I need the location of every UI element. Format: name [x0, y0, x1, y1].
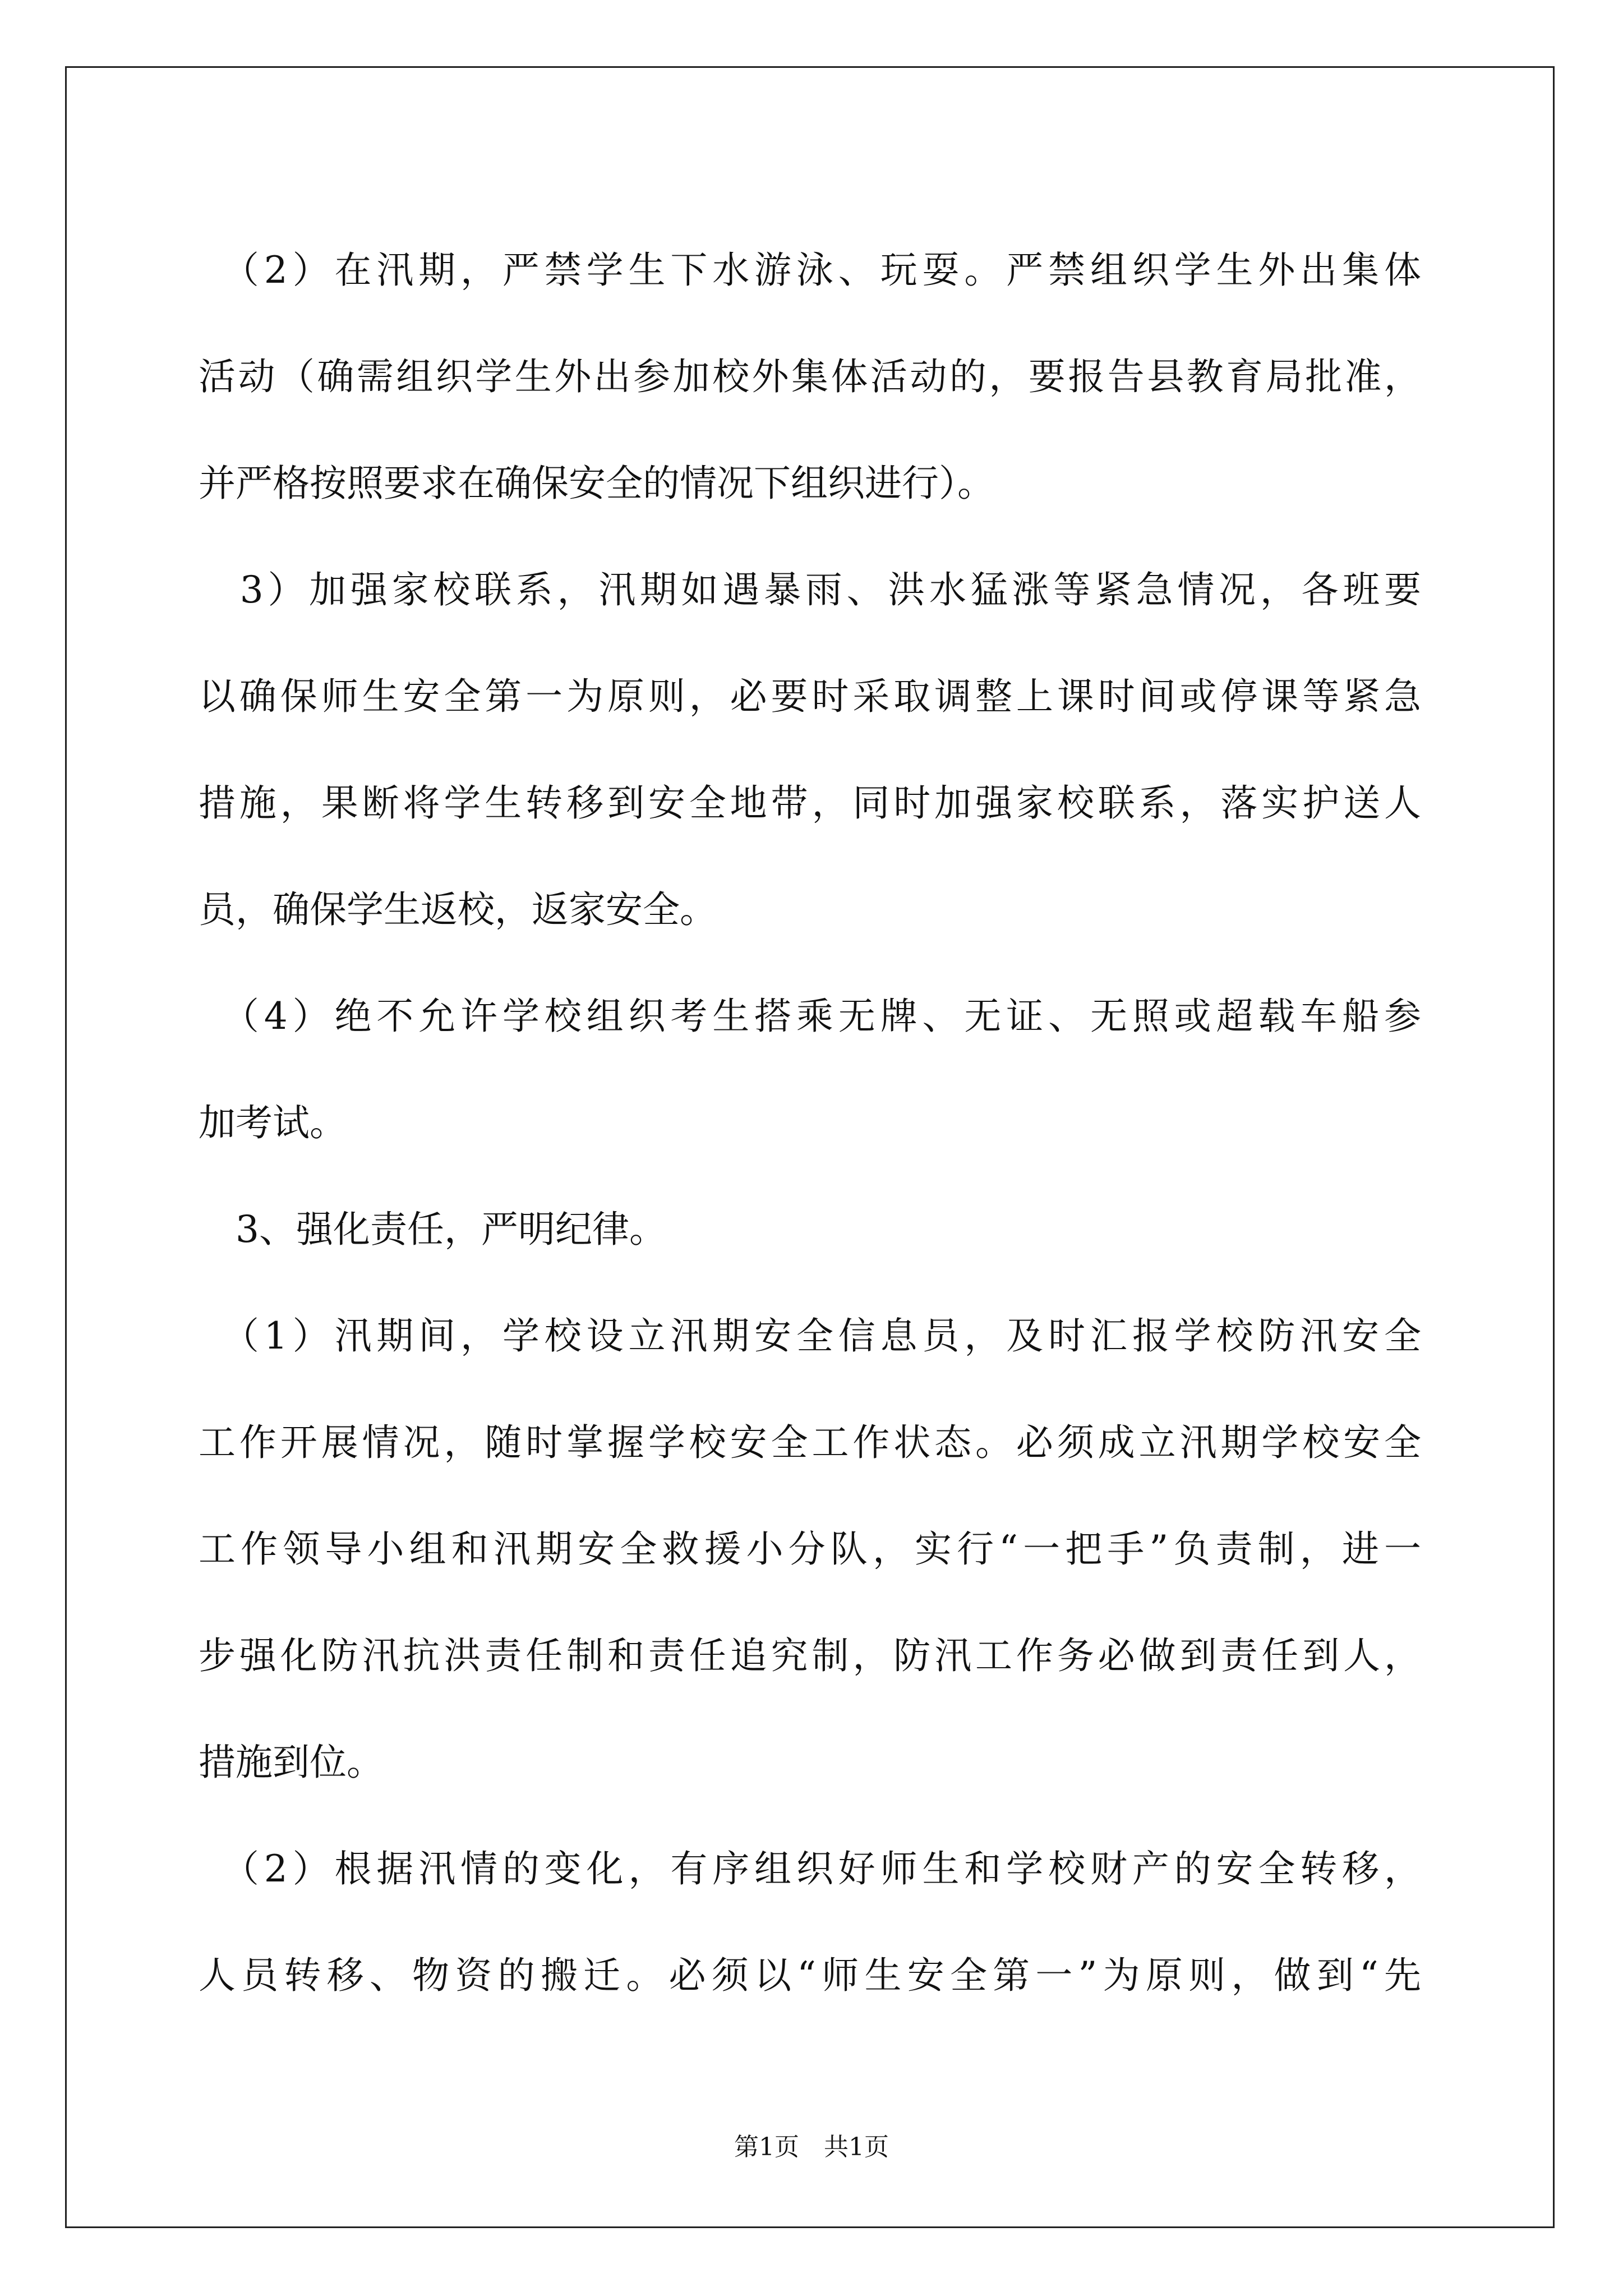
- text-line: 并严格按照要求在确保安全的情况下组织进行）。: [199, 462, 994, 505]
- text-line: 措施，果断将学生转移到安全地带，同时加强家校联系，落实护送人: [199, 781, 1421, 825]
- text-line: （4）绝不允许学校组织考生搭乘无牌、无证、无照或超载车船参: [199, 995, 1421, 1038]
- text-line: 员，确保学生返校，返家安全。: [199, 888, 717, 931]
- text-line: 加考试。: [199, 1101, 347, 1144]
- section-heading: 3、强化责任，严明纪律。: [199, 1208, 666, 1251]
- text-line: 人员转移、物资的搬迁。必须以“师生安全第一”为原则，做到“先: [199, 1954, 1421, 1997]
- text-line: 工作领导小组和汛期安全救援小分队，实行“一把手”负责制，进一: [199, 1527, 1421, 1571]
- text-line: （2）根据汛情的变化，有序组织好师生和学校财产的安全转移，: [199, 1847, 1421, 1890]
- page-number-footer: 第1页 共1页: [734, 2133, 889, 2161]
- text-line: （2）在汛期，严禁学生下水游泳、玩耍。严禁组织学生外出集体: [199, 249, 1421, 292]
- text-line: 措施到位。: [199, 1741, 384, 1784]
- text-line: 3）加强家校联系，汛期如遇暴雨、洪水猛涨等紧急情况，各班要: [199, 568, 1421, 611]
- text-line: 步强化防汛抗洪责任制和责任追究制，防汛工作务必做到责任到人，: [199, 1634, 1421, 1677]
- text-line: 工作开展情况，随时掌握学校安全工作状态。必须成立汛期学校安全: [199, 1421, 1421, 1464]
- text-line: （1）汛期间，学校设立汛期安全信息员，及时汇报学校防汛安全: [199, 1314, 1421, 1358]
- document-body: [199, 217, 1421, 2029]
- text-line: 以确保师生安全第一为原则，必要时采取调整上课时间或停课等紧急: [199, 675, 1421, 718]
- text-line: 活动（确需组织学生外出参加校外集体活动的，要报告县教育局批准，: [199, 355, 1421, 398]
